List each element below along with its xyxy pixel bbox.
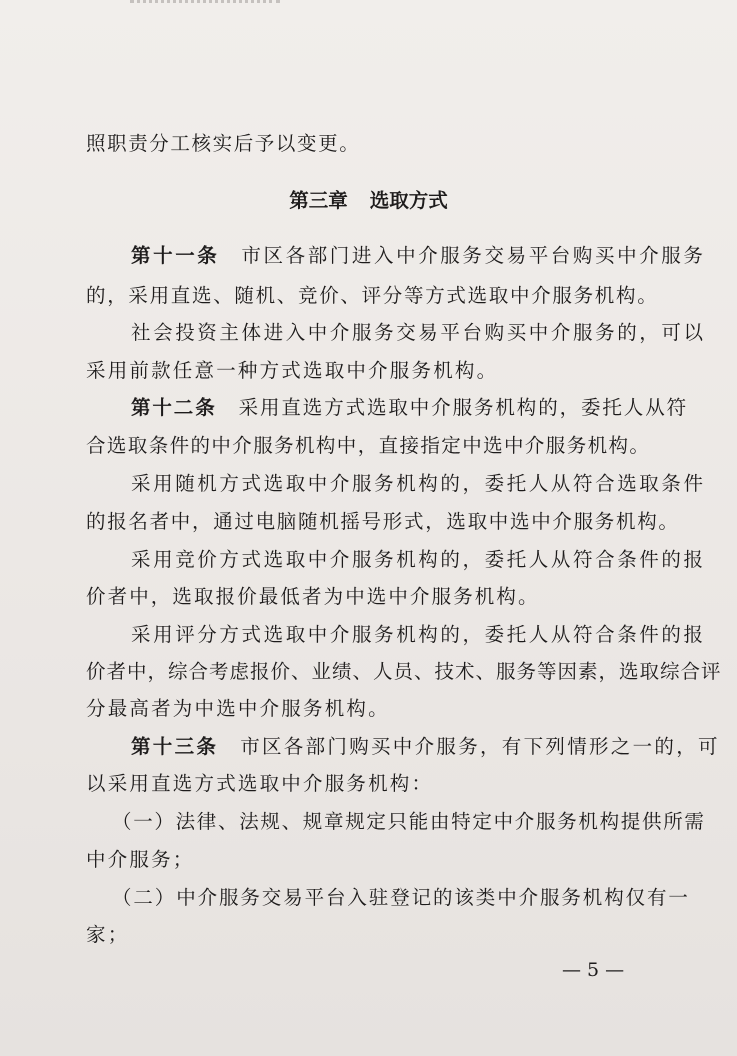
article-text: 市区各部门购买中介服务，有下列情形之一的，可 xyxy=(240,735,720,758)
article-13-line xyxy=(131,732,720,762)
list-item: （二）中介服务交易平台入驻登记的该类中介服务机构仅有一 xyxy=(112,886,690,909)
article-text: 市区各部门进入中介服务交易平台购买中介服务 xyxy=(241,244,706,267)
text-line: 的报名者中，通过电脑随机摇号形式，选取中选中介服务机构。 xyxy=(86,510,680,533)
text-line: 合选取条件的中介服务机构中，直接指定中选中介服务机构。 xyxy=(86,434,651,457)
text-line: 的，采用直选、随机、竞价、评分等方式选取中介服务机构。 xyxy=(86,284,659,307)
article-12-line xyxy=(131,393,688,423)
text-line: 分最高者为中选中介服务机构。 xyxy=(86,697,390,720)
scan-artifact xyxy=(130,0,280,9)
chapter-number: 第三章 xyxy=(289,189,348,212)
page-number: — 5 — xyxy=(562,959,625,981)
text-line: 采用随机方式选取中介服务机构的，委托人从符合选取条件 xyxy=(131,472,706,495)
chapter-heading xyxy=(0,186,737,216)
article-text: 采用直选方式选取中介服务机构的，委托人从符 xyxy=(238,396,689,419)
list-item: （一）法律、法规、规章规定只能由特定中介服务机构提供所需 xyxy=(112,810,706,833)
article-11-line xyxy=(131,241,706,271)
article-label: 第十一条 xyxy=(131,244,220,267)
text-line: 照职责分工核实后予以变更。 xyxy=(86,132,361,155)
text-line: 采用评分方式选取中介服务机构的，委托人从符合条件的报 xyxy=(131,623,706,646)
article-label: 第十二条 xyxy=(131,396,217,419)
text-line: 中介服务； xyxy=(86,848,195,871)
text-line: 以采用直选方式选取中介服务机构： xyxy=(86,772,434,795)
text-line: 采用前款任意一种方式选取中介服务机构。 xyxy=(86,359,499,382)
article-label: 第十三条 xyxy=(131,735,219,758)
text-line: 采用竞价方式选取中介服务机构的，委托人从符合条件的报 xyxy=(131,548,706,571)
text-line: 价者中，选取报价最低者为中选中介服务机构。 xyxy=(86,585,540,608)
text-line: 社会投资主体进入中介服务交易平台购买中介服务的，可以 xyxy=(131,321,706,344)
chapter-title: 选取方式 xyxy=(369,189,448,212)
text-line: 家； xyxy=(86,923,130,946)
text-line: 价者中，综合考虑报价、业绩、人员、技术、服务等因素，选取综合评 xyxy=(86,660,722,683)
